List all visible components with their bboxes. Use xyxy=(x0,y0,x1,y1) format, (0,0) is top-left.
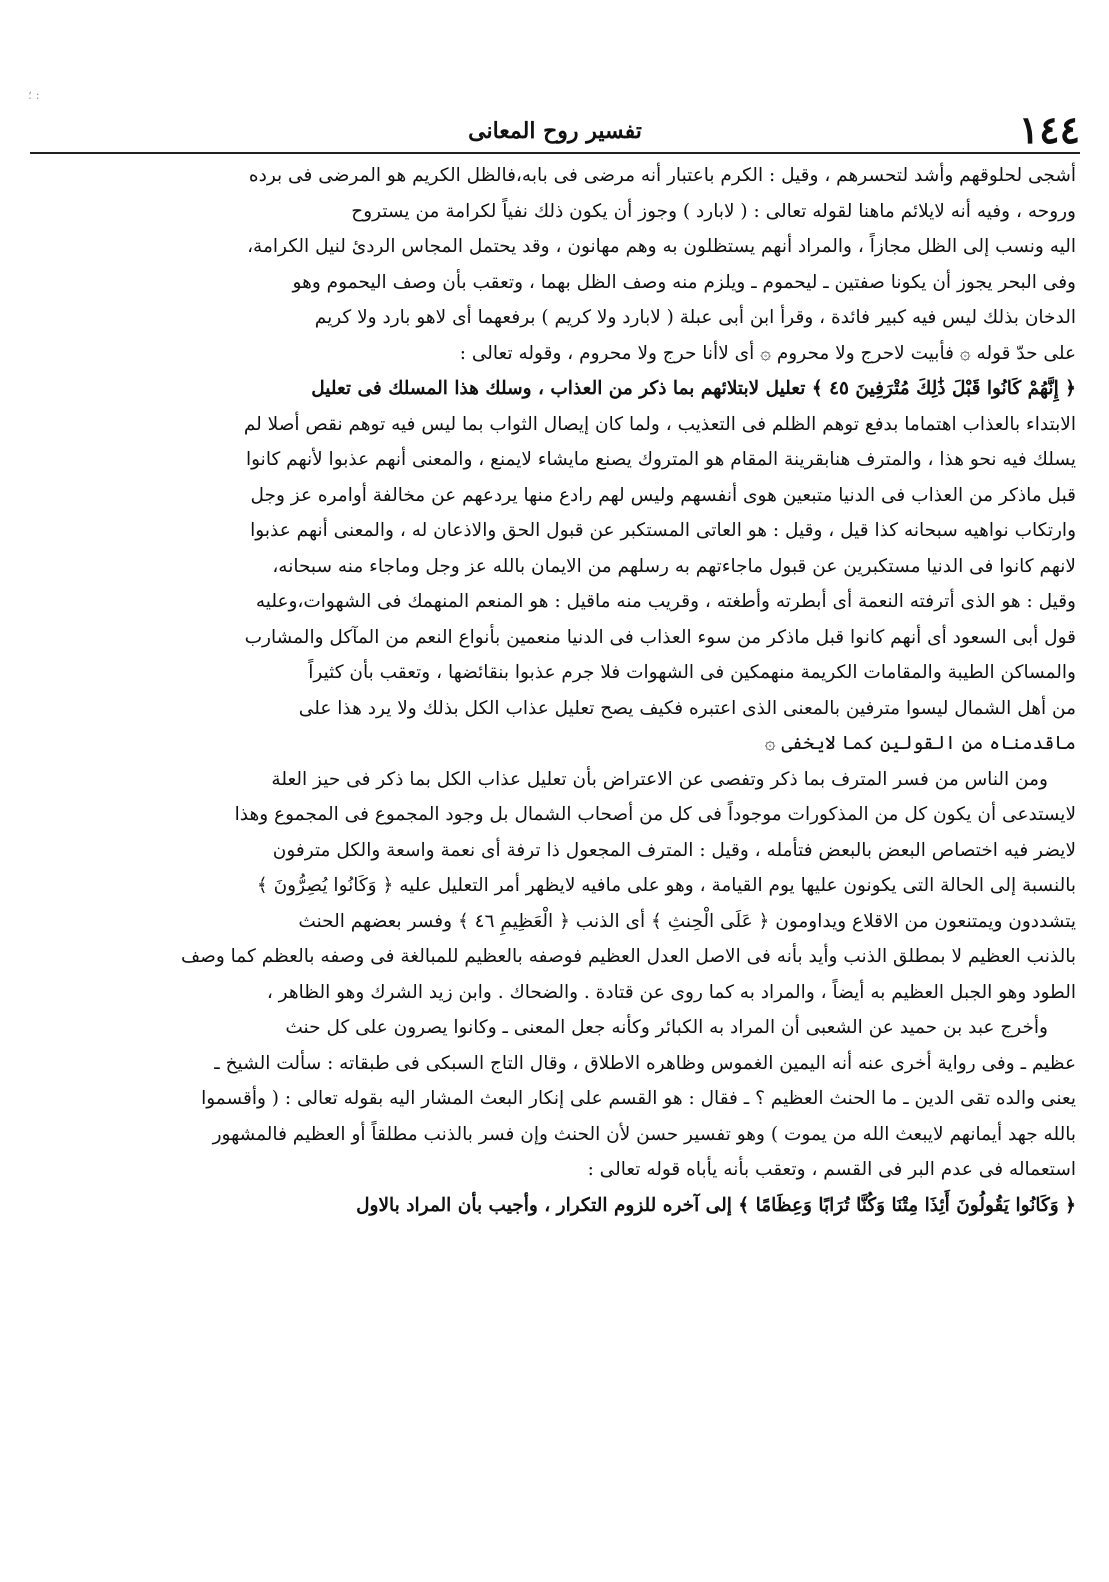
text-line: الدخان بذلك ليس فيه كبير فائدة ، وقرأ ابن أبى عبلة ( لابارد ولا كريم ) برفعهما أى لاهو بارد ولا كريم xyxy=(314,307,1076,328)
quran-verse-line: ﴿ وَكَانُوا يَقُولُونَ أَئِذَا مِتْنَا وَكُنَّا تُرَابًا وَعِظَامًا ﴾ إلى آخره للزوم التكرار ، وأجيب بأن المراد بالاول xyxy=(356,1194,1076,1216)
text-line: بالله جهد أيمانهم لايبعث الله من يموت ) وهو تفسير حسن لأن الحنث وإن فسر بالذنب مطلقاً أو العظيم فالمشهور xyxy=(212,1123,1076,1145)
text-line: وقيل : هو الذى أترفته النعمة أى أبطرته وأطغته ، وقريب منه ماقيل : هو المنعم المنهمك فى الشهوات،وعليه xyxy=(255,591,1076,612)
text-line: لانهم كانوا فى الدنيا مستكبرين عن قبول ماجاءتهم به رسلهم من الايمان بالله عز وجل وماجاء منه سبحانه، xyxy=(272,555,1076,577)
text-line: لايستدعى أن يكون كل من المذكورات موجوداً فى كل من أصحاب الشمال بل وجود المجموع فى المجموع وهذا xyxy=(234,804,1076,825)
text-line: على حدّ قوله ۞ فأبيت لاحرج ولا محروم ۞ أى لاأنا حرج ولا محروم ، وقوله تعالى : xyxy=(459,342,1076,364)
text-line: بالذنب العظيم لا بمطلق الذنب وأيد بأنه فى الاصل العدل العظيم فوصفه بالعظيم للمبالغة فى وصفه بالعظم كما وصف xyxy=(181,946,1076,967)
corner-mark: ؛ : xyxy=(28,88,40,102)
page-number: ١٤٤ xyxy=(1018,107,1080,152)
text-line: وارتكاب نواهيه سبحانه كذا قيل ، وقيل : هو العاتى المستكبر عن قبول الحق والاذعان له ، والمعنى أنهم عذبوا xyxy=(250,520,1076,541)
text-line: الابتداء بالعذاب اهتماما بدفع توهم الظلم فى التعذيب ، ولما كان إيصال الثواب بما ليس فيه توهم نقص أصلا لم xyxy=(243,413,1076,435)
text-line: الطود وهو الجبل العظيم به أيضاً ، والمراد به كما روى عن قتادة . والضحاك . وابن زيد الشرك وهو الظاهر ، xyxy=(266,981,1076,1003)
page-header xyxy=(30,105,1080,155)
text-line: وفى البحر يجوز أن يكونا صفتين ـ ليحموم ـ ويلزم منه وصف الظل بهما ، وتعقب بأن وصف اليحموم وهو xyxy=(292,271,1076,293)
text-line: يسلك فيه نحو هذا ، والمترف هنابقرينة المقام هو المتروك يصنع مايشاء لايمنع ، والمعنى أنهم عذبوا لأنهم كانوا xyxy=(245,449,1076,470)
quran-verse-line: ﴿ إِنَّهُمْ كَانُوا قَبْلَ ذَٰلِكَ مُتْرَفِينَ ٤٥ ﴾ تعليل لابتلائهم بما ذكر من العذاب ، وسلك هذا المسلك فى تعليل xyxy=(311,378,1076,399)
text-line: والمساكن الطيبة والمقامات الكريمة منهمكين فى الشهوات فلا جرم عذبوا بنقائضها ، وتعقب بأن كثيراً xyxy=(308,662,1076,683)
text-line: عظيم ـ وفى رواية أخرى عنه أنه اليمين الغموس وظاهره الاطلاق ، وقال التاج السبكى فى طبقاته : سألت الشيخ ـ xyxy=(214,1052,1076,1074)
text-line: يعنى والده تقى الدين ـ ما الحنث العظيم ؟ ـ فقال : هو القسم على إنكار البعث المشار اليه بقوله تعالى : ( وأقسموا xyxy=(201,1088,1076,1109)
text-line: بالنسبة إلى الحالة التى يكونون عليها يوم القيامة ، وهو على مافيه لايظهر أمر التعليل عليه ﴿ وَكَانُوا يُصِرُّونَ ﴾ xyxy=(256,875,1076,896)
document-page xyxy=(30,0,1080,1582)
text-line: يتشددون ويمتنعون من الاقلاع ويداومون ﴿ عَلَى الْحِنثِ ﴾ أى الذنب ﴿ الْعَظِيمِ ٤٦ ﴾ وفسر بعضهم الحنث xyxy=(298,910,1076,932)
body-text xyxy=(34,158,1076,1223)
text-line: لايضر فيه اختصاص البعض بالبعض فتأمله ، وقيل : المترف المجعول ذا ترفة أى نعمة واسعة والكل مترفون xyxy=(272,839,1076,861)
text-line: ماقدمناه من القولين كما لايخفى ۞ xyxy=(764,733,1076,754)
text-line: اليه ونسب إلى الظل مجازاً ، والمراد أنهم يستظلون به وهم مهانون ، وقد يحتمل المجاس الردئ لنيل الكرامة، xyxy=(247,236,1076,257)
text-line: وروحه ، وفيه أنه لايلائم ماهنا لقوله تعالى : ( لابارد ) وجوز أن يكون ذلك نفياً لكرامة من يستروح xyxy=(351,200,1076,222)
paragraph-start-line: وأخرج عبد بن حميد عن الشعبى أن المراد به الكبائر وكأنه جعل المعنى ـ وكانوا يصرون على كل حنث xyxy=(285,1017,1048,1038)
running-title: تفسير روح المعانى xyxy=(468,118,642,144)
text-line: قول أبى السعود أى أنهم كانوا قبل ماذكر من سوء العذاب فى الدنيا منعمين بأنواع النعم من المآكل والمشارب xyxy=(244,626,1076,648)
text-line: قبل ماذكر من العذاب فى الدنيا متبعين هوى أنفسهم وليس لهم رادع منها يردعهم عن مخالفة أوامره عز وجل xyxy=(250,484,1076,506)
paragraph-start-line: ومن الناس من فسر المترف بما ذكر وتفصى عن الاعتراض بأن تعليل عذاب الكل بما ذكر فى حيز العلة xyxy=(271,768,1048,790)
text-line: استعماله فى عدم البر فى القسم ، وتعقب بأنه يأباه قوله تعالى : xyxy=(587,1159,1076,1180)
header-rule xyxy=(30,152,1080,154)
text-line: أشجى لحلوقهم وأشد لتحسرهم ، وقيل : الكرم باعتبار أنه مرضى فى بابه،فالظل الكريم هو المرضى فى برده xyxy=(248,165,1076,186)
text-line: من أهل الشمال ليسوا مترفين بالمعنى الذى اعتبره فكيف يصح تعليل عذاب الكل بذلك ولا يرد هذا على xyxy=(298,697,1076,719)
